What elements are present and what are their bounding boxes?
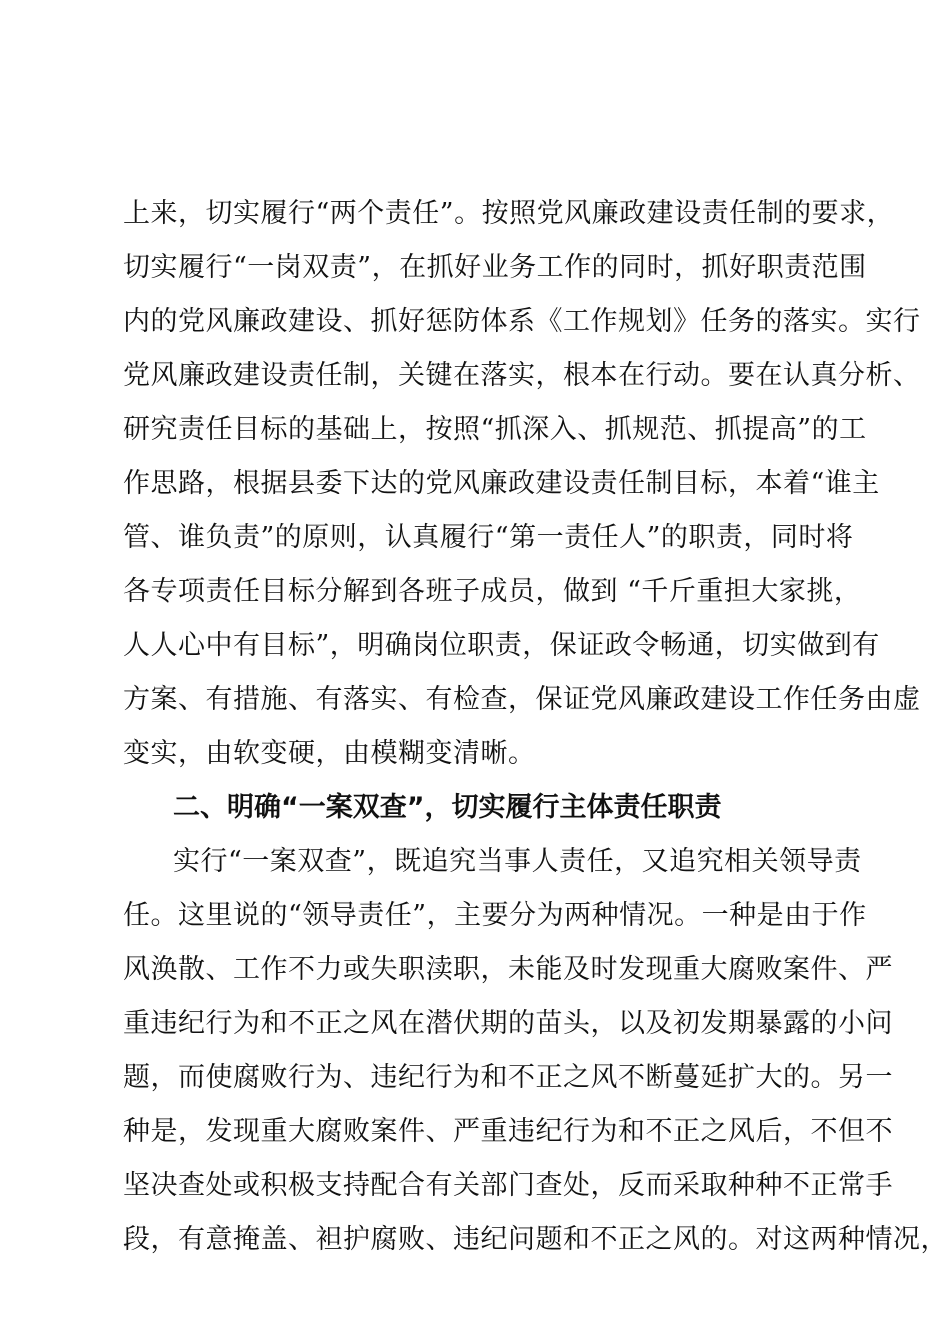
paragraph-1-line-2: 切实履行“一岗双责”，在抓好业务工作的同时，抓好职责范围 <box>123 252 867 283</box>
paragraph-2-line-6: 种是，发现重大腐败案件、严重违纪行为和不正之风后，不但不 <box>123 1116 893 1147</box>
paragraph-1-line-10: 方案、有措施、有落实、有检查，保证党风廉政建设工作任务由虚 <box>123 684 921 715</box>
paragraph-1-line-1: 上来，切实履行“两个责任”。按照党风廉政建设责任制的要求， <box>123 198 895 229</box>
paragraph-2-line-4: 重违纪行为和不正之风在潜伏期的苗头，以及初发期暴露的小问 <box>123 1008 893 1039</box>
paragraph-1-line-3: 内的党风廉政建设、抓好惩防体系《工作规划》任务的落实。实行 <box>123 306 921 337</box>
paragraph-1-line-7: 管、谁负责”的原则，认真履行“第一责任人”的职责，同时将 <box>123 522 854 553</box>
paragraph-1-line-9: 人人心中有目标”，明确岗位职责，保证政令畅通，切实做到有 <box>123 630 880 661</box>
paragraph-2-line-5: 题，而使腐败行为、违纪行为和不正之风不断蔓延扩大的。另一 <box>123 1062 893 1093</box>
paragraph-1-line-11: 变实，由软变硬，由模糊变清晰。 <box>123 738 536 769</box>
paragraph-1-line-5: 研究责任目标的基础上，按照“抓深入、抓规范、抓提高”的工 <box>123 414 867 445</box>
paragraph-1-line-6: 作思路，根据县委下达的党风廉政建设责任制目标，本着“谁主 <box>123 468 880 499</box>
paragraph-2-line-8: 段，有意掩盖、袒护腐败、违纪问题和不正之风的。对这两种情况， <box>123 1224 948 1255</box>
section-heading-2: 二、明确“一案双查”，切实履行主体责任职责 <box>173 792 722 823</box>
paragraph-2-line-1: 实行“一案双查”，既追究当事人责任，又追究相关领导责 <box>173 846 862 877</box>
paragraph-1-line-4: 党风廉政建设责任制，关键在落实，根本在行动。要在认真分析、 <box>123 360 921 391</box>
paragraph-1-line-8: 各专项责任目标分解到各班子成员，做到 “千斤重担大家挑， <box>123 576 862 607</box>
paragraph-2-line-7: 坚决查处或积极支持配合有关部门查处，反而采取种种不正常手 <box>123 1170 893 1201</box>
paragraph-2-line-2: 任。这里说的“领导责任”，主要分为两种情况。一种是由于作 <box>123 900 867 931</box>
paragraph-2-line-3: 风涣散、工作不力或失职渎职，未能及时发现重大腐败案件、严 <box>123 954 893 985</box>
